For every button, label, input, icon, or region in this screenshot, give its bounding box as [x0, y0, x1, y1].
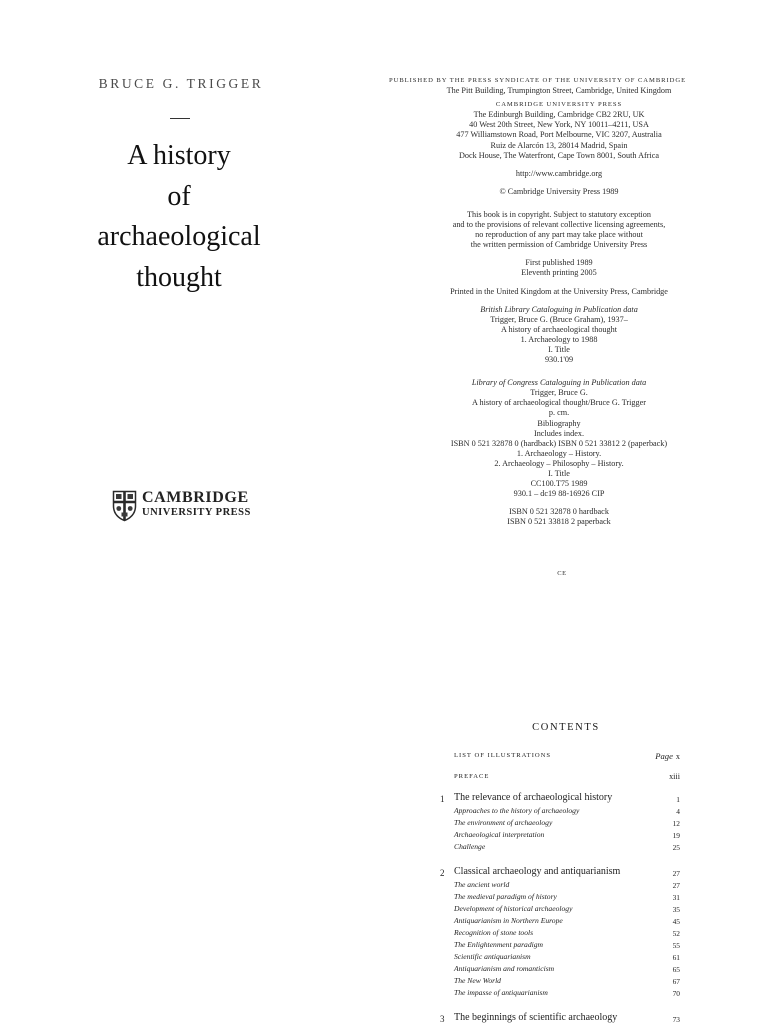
loc-line: 2. Archaeology – Philosophy – History. — [494, 458, 624, 468]
toc-page-number: 70 — [672, 989, 680, 998]
section-title: The ancient world — [454, 880, 510, 889]
title-line: thought — [136, 261, 222, 293]
section-title: The New World — [454, 976, 501, 985]
toc-chapter — [440, 866, 680, 880]
section-title: Archaeological interpretation — [454, 830, 545, 839]
section-title: The Enlightenment paradigm — [454, 940, 544, 949]
toc-section — [440, 928, 680, 940]
published-address: The Pitt Building, Trumpington Street, Cambridge, United Kingdom — [446, 86, 672, 96]
section-title: Challenge — [454, 842, 486, 851]
colophon-mark: CE — [557, 570, 567, 577]
toc-front-entry — [440, 750, 680, 762]
crest-shield-icon — [112, 490, 137, 522]
loc-line: Includes index. — [533, 428, 585, 438]
toc-page-number: 31 — [672, 893, 680, 902]
copyright-notice-line: and to the provisions of relevant collective licensing agreements, — [452, 220, 666, 230]
loc-line: Bibliography — [537, 418, 581, 428]
british-library-line: 930.1'09 — [544, 355, 574, 365]
publication-history-line: Eleventh printing 2005 — [521, 268, 597, 278]
section-title: Antiquarianism in Northern Europe — [454, 916, 563, 925]
press-address: The Edinburgh Building, Cambridge CB2 2RU, UK — [473, 110, 645, 120]
toc-page-number: 27 — [672, 869, 680, 878]
section-title: Approaches to the history of archaeology — [454, 806, 580, 815]
book-title — [0, 136, 358, 298]
chapter-title: The beginnings of scientific archaeology — [454, 1012, 618, 1023]
toc-section — [440, 940, 680, 952]
isbn-line: ISBN 0 521 33818 2 paperback — [507, 517, 611, 527]
website-link: http://www.cambridge.org — [515, 168, 603, 178]
loc-heading: Library of Congress Cataloguing in Publication data — [471, 378, 647, 388]
toc-section — [440, 806, 680, 818]
chapter-title: Classical archaeology and antiquarianism — [454, 866, 621, 877]
title-rule — [170, 118, 190, 119]
toc-section — [440, 818, 680, 830]
title-line: archaeological — [97, 221, 261, 252]
printed-in-line: Printed in the United Kingdom at the University Press, Cambridge — [450, 286, 668, 296]
toc-section — [440, 964, 680, 976]
copyright-notice-line: no reproduction of any part may take place without — [475, 230, 643, 240]
loc-line: I. Title — [548, 469, 570, 478]
toc-chapter — [440, 792, 680, 806]
toc-section — [440, 892, 680, 904]
toc-page-number: 25 — [672, 843, 680, 852]
loc-line: 1. Archaeology – History. — [516, 448, 602, 458]
toc-section — [440, 976, 680, 988]
publisher-imprint — [112, 489, 272, 523]
toc-section — [440, 904, 680, 916]
chapter-number: 2 — [440, 868, 445, 878]
loc-line: 930.1 – dc19 88-16926 CIP — [513, 489, 605, 499]
section-title: The medieval paradigm of history — [454, 892, 557, 901]
toc-section — [440, 842, 680, 854]
toc-section — [440, 952, 680, 964]
section-title: Development of historical archaeology — [454, 904, 573, 913]
toc-page-number: 12 — [672, 819, 680, 828]
publisher-subtitle: UNIVERSITY PRESS — [142, 507, 251, 518]
toc-front-label: PREFACE — [454, 773, 490, 780]
contents-list — [440, 750, 680, 1026]
press-address: 40 West 20th Street, New York, NY 10011–4211, USA — [469, 120, 649, 130]
title-line: A history — [127, 140, 231, 171]
loc-line: ISBN 0 521 32878 0 (hardback) ISBN 0 521 33812 2 (paperback) — [450, 438, 668, 448]
toc-page-number: 67 — [672, 977, 680, 986]
toc-page-number: 27 — [672, 881, 680, 890]
publication-history-line: First published 1989 — [525, 258, 593, 268]
chapter-title: The relevance of archaeological history — [454, 792, 613, 803]
toc-section — [440, 880, 680, 892]
toc-section — [440, 916, 680, 928]
page-word: Page — [655, 751, 673, 761]
published-by-line: PUBLISHED BY THE PRESS SYNDICATE OF THE UNIVERSITY OF CAMBRIDGE — [389, 77, 687, 84]
toc-front-label: LIST OF ILLUSTRATIONS — [454, 752, 552, 759]
press-address: Ruiz de Alarcón 13, 28014 Madrid, Spain — [490, 140, 628, 150]
loc-line: Trigger, Bruce G. — [530, 388, 588, 398]
toc-page-number: 55 — [672, 941, 680, 950]
toc-page-number: 52 — [672, 929, 680, 938]
toc-front-entry — [440, 771, 680, 783]
loc-line: p. cm. — [548, 408, 570, 418]
section-title: Recognition of stone tools — [454, 928, 534, 937]
british-library-line: A history of archaeological thought — [501, 324, 617, 334]
toc-page-number: 61 — [672, 953, 680, 962]
toc-page-number: Page x — [655, 751, 680, 761]
copyright-notice-line: the written permission of Cambridge University Press — [470, 240, 648, 250]
section-title: Antiquarianism and romanticism — [454, 964, 555, 973]
british-library-heading: British Library Cataloguing in Publication data — [480, 304, 638, 314]
isbn-line: ISBN 0 521 32878 0 hardback — [509, 507, 609, 517]
copyright-page — [388, 76, 730, 527]
toc-page-number: 1 — [676, 795, 680, 804]
toc-page-number: 19 — [672, 831, 680, 840]
british-library-line: Trigger, Bruce G. (Bruce Graham), 1937– — [490, 314, 628, 324]
section-title: The environment of archaeology — [454, 818, 553, 827]
copyright-notice-line: This book is in copyright. Subject to statutory exception — [467, 209, 651, 219]
section-title: Scientific antiquarianism — [454, 952, 531, 961]
press-address: 477 Williamstown Road, Port Melbourne, VIC 3207, Australia — [456, 130, 662, 140]
press-address: Dock House, The Waterfront, Cape Town 8001, South Africa — [458, 150, 659, 160]
publisher-name: CAMBRIDGE — [142, 489, 249, 506]
british-library-line: 1. Archaeology to 1988 — [520, 334, 598, 344]
toc-page-number: 35 — [672, 905, 680, 914]
british-library-line: I. Title — [548, 344, 570, 354]
title-line: of — [167, 180, 191, 212]
loc-line: A history of archaeological thought/Bruce G. Trigger — [472, 398, 646, 408]
toc-page-number: 65 — [672, 965, 680, 974]
toc-page-number: 45 — [672, 917, 680, 926]
toc-section — [440, 830, 680, 842]
toc-page-number: 4 — [676, 807, 680, 816]
press-name-line: CAMBRIDGE UNIVERSITY PRESS — [495, 101, 623, 109]
copyright-line: © Cambridge University Press 1989 — [499, 186, 619, 196]
chapter-number: 1 — [440, 794, 445, 804]
toc-page-number: xiii — [669, 772, 680, 781]
toc-page-number: 73 — [672, 1015, 680, 1024]
section-title: The impasse of antiquarianism — [454, 988, 548, 997]
toc-section — [440, 988, 680, 1000]
author-name: BRUCE G. TRIGGER — [98, 76, 264, 91]
contents-heading: CONTENTS — [532, 722, 600, 733]
chapter-number: 3 — [440, 1014, 445, 1024]
loc-line: CC100.T75 1989 — [530, 479, 588, 489]
